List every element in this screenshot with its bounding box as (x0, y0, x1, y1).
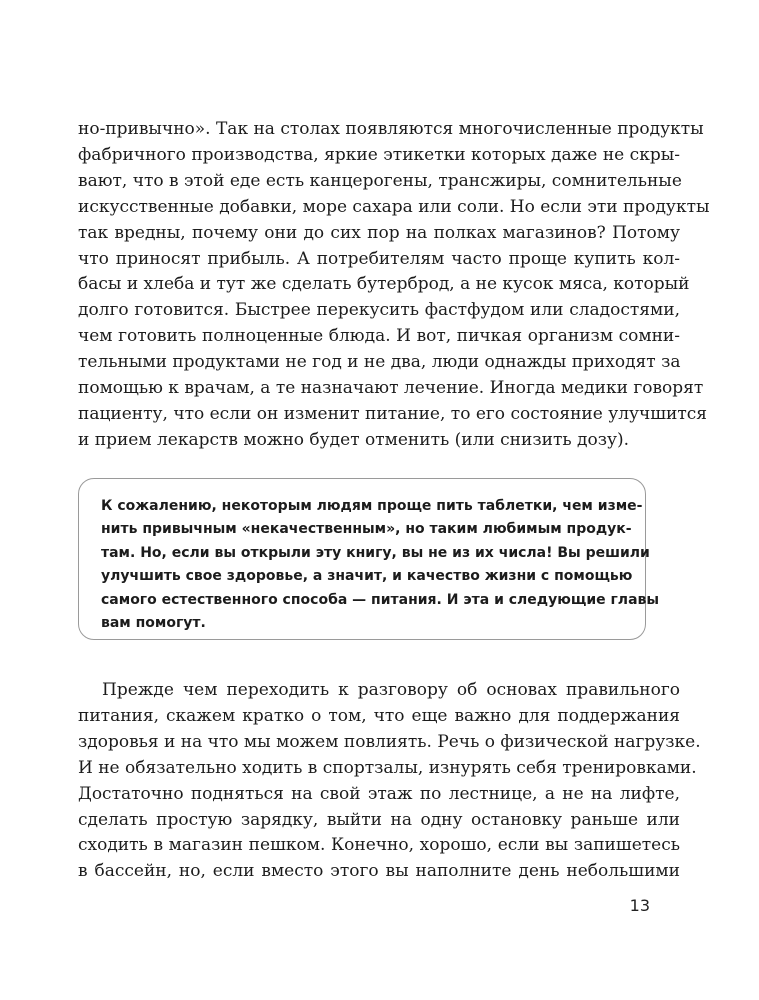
body-paragraph-2 (78, 678, 701, 885)
body-paragraph-1 (78, 117, 710, 454)
text-line: помощью к врачам, а те назначают лечение. Иногда медики говорят (78, 378, 704, 399)
text-line: Достаточно подняться на свой этаж по лестнице, а не на лифте, (78, 783, 680, 804)
text-line: фабричного производства, яркие этикетки которых даже не скры- (78, 144, 680, 165)
text-line: Прежде чем переходить к разговору об основах правильного (102, 680, 680, 700)
callout-line: вам помогут. (101, 615, 206, 632)
text-line: искусственные добавки, море сахара или соли. Но если эти продукты (78, 196, 710, 217)
callout-line: К сожалению, некоторым людям проще пить таблетки, чем изме- (101, 498, 643, 514)
callout-box (78, 478, 660, 640)
text-line: но-привычно». Так на столах появляются многочисленные продукты (78, 119, 704, 139)
callout-line: нить привычным «некачественным», но таким любимым продук- (101, 521, 632, 538)
callout-line: там. Но, если вы открыли эту книгу, вы не из их числа! Вы решили (101, 544, 650, 561)
callout-line: улучшить свое здоровье, а значит, и качество жизни с помощью (101, 568, 633, 585)
text-line: здоровья и на что мы можем повлиять. Речь о физической нагрузке. (78, 731, 701, 752)
text-line: сделать простую зарядку, выйти на одну остановку раньше или (78, 809, 680, 830)
text-line: басы и хлеба и тут же сделать бутерброд, а не кусок мяса, который (78, 274, 690, 295)
text-line: и прием лекарств можно будет отменить (или снизить дозу). (78, 429, 630, 450)
text-line: долго готовится. Быстрее перекусить фастфудом или сладостями, (78, 300, 680, 321)
text-line: так вредны, почему они до сих пор на полках магазинов? Потому (78, 222, 680, 243)
text-line: чем готовить полноценные блюда. И вот, пичкая организм сомни- (78, 326, 680, 347)
callout-line: самого естественного способа — питания. И эта и следующие главы (101, 591, 660, 608)
text-line: пациенту, что если он изменит питание, то его состояние улучшится (78, 403, 708, 424)
text-line: вают, что в этой еде есть канцерогены, трансжиры, сомнительные (78, 170, 682, 191)
text-line: что приносят прибыль. А потребителям часто проще купить кол- (78, 248, 680, 269)
text-line: тельными продуктами не год и не два, люди однажды приходят за (78, 352, 681, 373)
text-line: питания, скажем кратко о том, что еще важно для поддержания (78, 705, 680, 726)
text-line: в бассейн, но, если вместо этого вы наполните день небольшими (78, 861, 680, 882)
text-line: сходить в магазин пешком. Конечно, хорошо, если вы запишетесь (78, 835, 680, 856)
text-line: И не обязательно ходить в спортзалы, изнурять себя тренировками. (78, 757, 697, 778)
page-number: 13 (629, 896, 650, 915)
